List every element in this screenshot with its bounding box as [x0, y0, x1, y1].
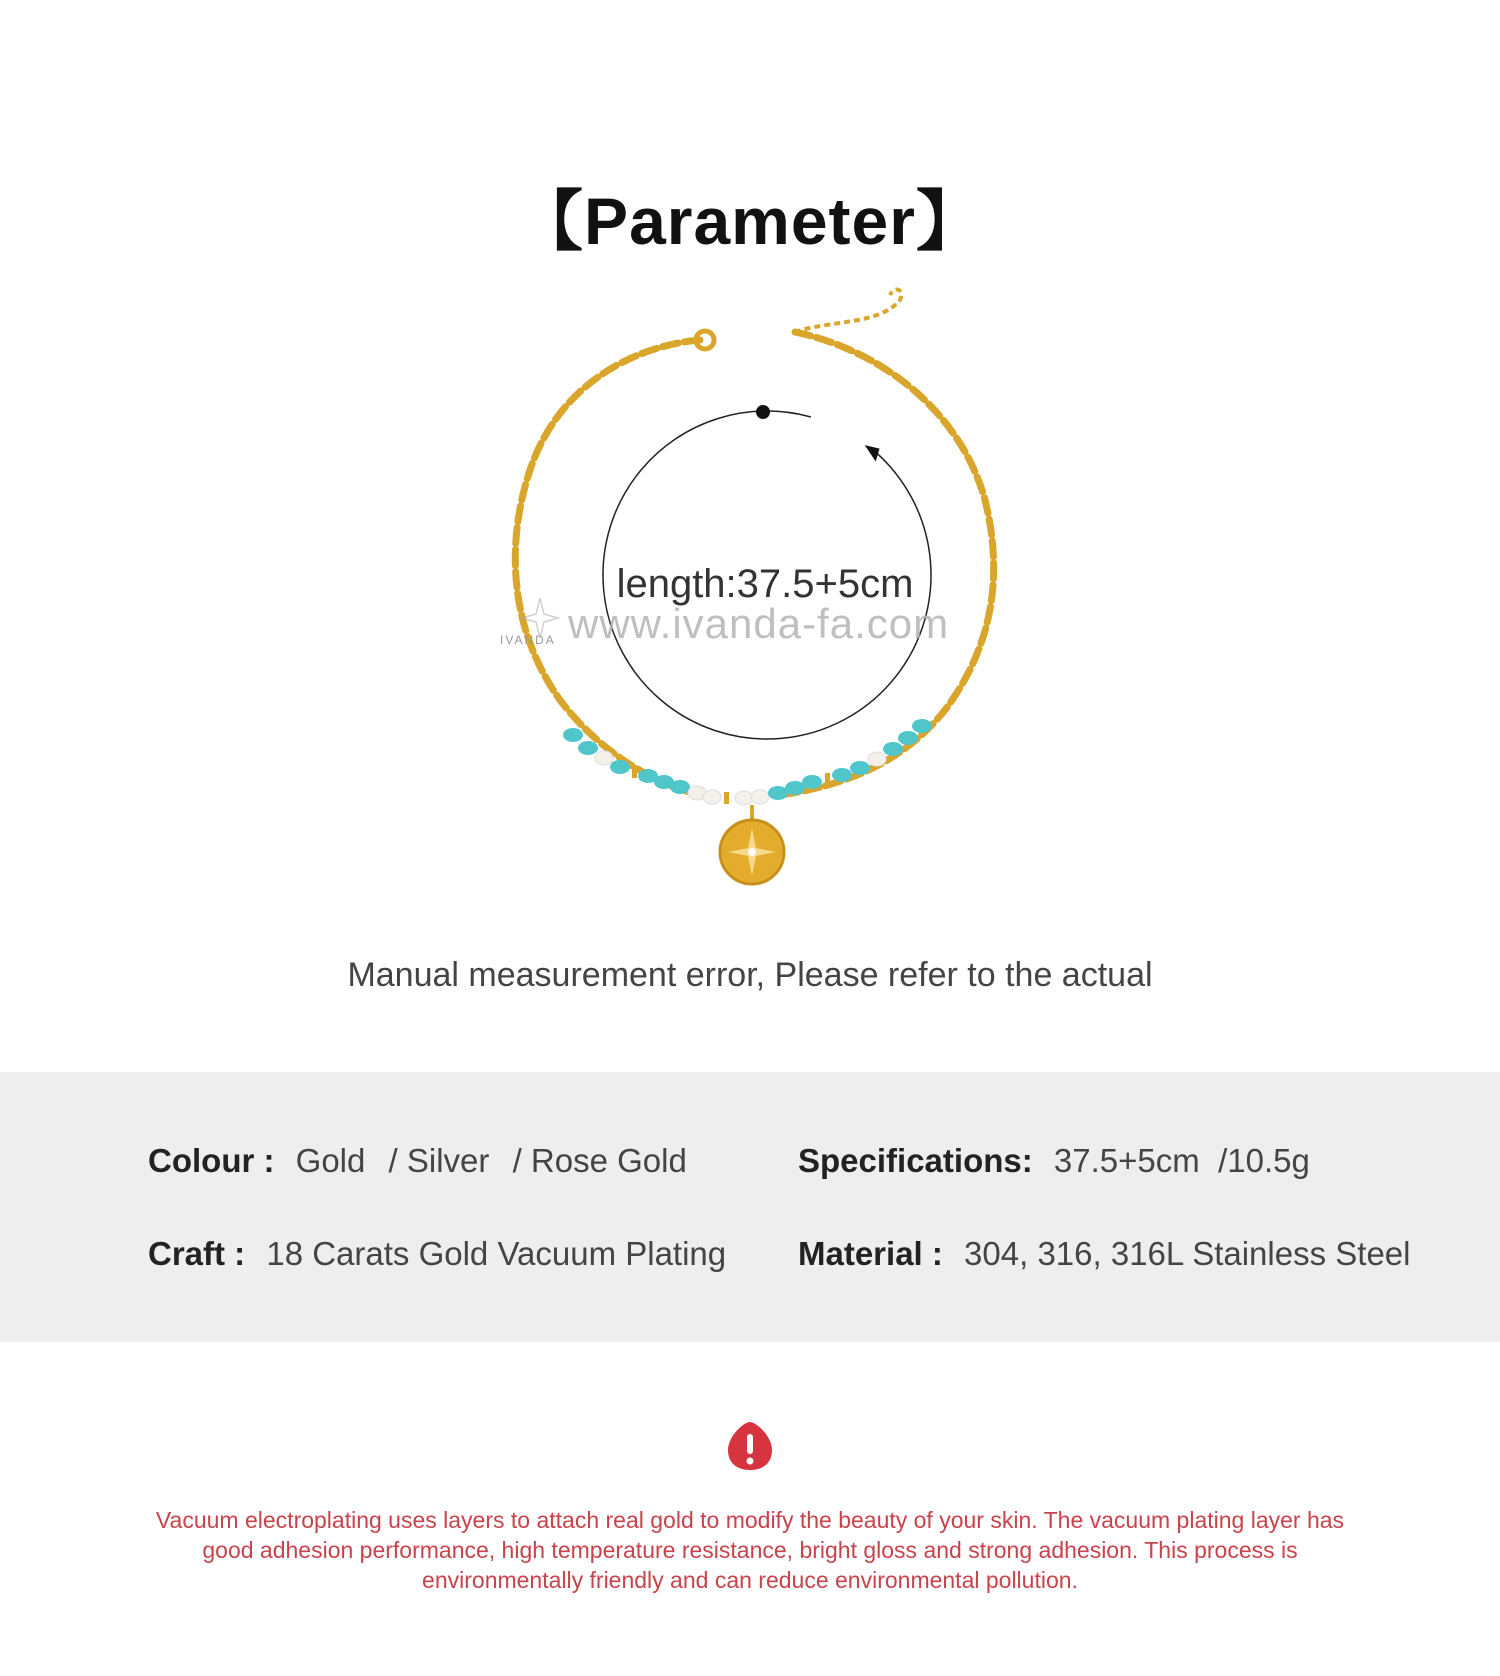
spec-material [798, 1235, 1410, 1273]
measurement-note: Manual measurement error, Please refer to the actual [347, 956, 1153, 994]
extension-chain [795, 290, 901, 332]
spec-material-value: 304, 316, 316L Stainless Steel [964, 1235, 1411, 1272]
watermark-url: www.ivanda-fa.com [568, 600, 950, 647]
plating-disclaimer: Vacuum electroplating uses layers to attach real gold to modify the beauty of your skin. The vacuum plating layer has good adhesion performance, high temperature resistance, bright gloss and strong adhesion. This process is environmentally friendly and can reduce environmental pollution. [155, 1507, 1345, 1593]
exclamation-shield-icon [726, 1420, 774, 1472]
spec-panel [0, 1072, 1500, 1342]
spec-colour [148, 1142, 687, 1180]
length-label: length:37.5+5cm [616, 562, 914, 606]
spec-craft-value: 18 Carats Gold Vacuum Plating [266, 1235, 727, 1272]
spec-colour-option: / Silver [388, 1142, 490, 1179]
spec-colour-key: Colour : [148, 1142, 275, 1179]
bead-strand [563, 719, 932, 805]
page-title: 【Parameter】 [517, 184, 983, 258]
spec-material-key: Material : [798, 1235, 943, 1272]
spec-craft-key: Craft : [148, 1235, 246, 1272]
spec-specifications-value: 37.5+5cm /10.5g [1053, 1142, 1310, 1179]
spec-specifications [798, 1142, 1310, 1180]
spec-specifications-key: Specifications: [798, 1142, 1033, 1179]
measurement-start-dot [756, 405, 770, 419]
watermark-brand: IVANDA [500, 633, 556, 647]
spec-colour-option: Gold [295, 1142, 366, 1179]
spec-craft [148, 1235, 726, 1273]
spec-colour-option: / Rose Gold [512, 1142, 687, 1179]
measurement-arrow-head [865, 443, 882, 463]
coin-pendant [720, 805, 784, 884]
